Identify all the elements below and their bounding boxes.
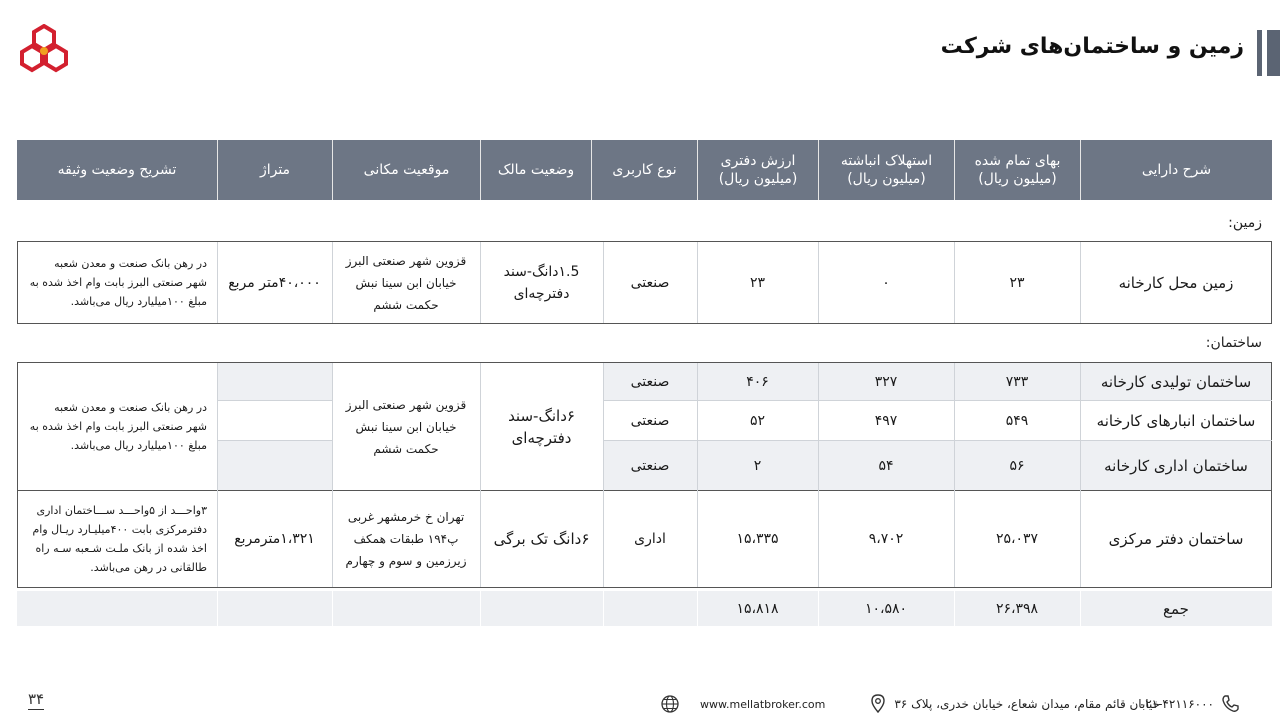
header-owner-status: وضعیت مالک [480,140,591,200]
table-header [17,140,1272,200]
header-area: متراژ [217,140,332,200]
hq-collateral: ۳واحـــد از ۵واحـــد ســـاختمان اداری دفترمرکزی بابت ۴۰۰میلیـارد ریـال وام اخذ شده از بانک ملـت شـعبه سـه راه طالقانی در رهن می‌باشد. [32,504,207,574]
land-depreciation: ۰ [882,274,890,291]
total-cost: ۲۶،۳۹۸ [995,600,1039,617]
factory-row-3-desc: ساختمان اداری کارخانه [1104,456,1248,475]
factory-row-2-usage: صنعتی [630,412,670,429]
total-depreciation: ۱۰،۵۸۰ [864,600,908,617]
factory-row-2-cost: ۵۴۹ [1005,412,1029,429]
total-label: جمع [1163,599,1189,618]
company-logo [20,24,68,76]
land-book-value: ۲۳ [749,274,766,291]
header-depreciation: استهلاک انباشته (میلیون ریال) [818,140,954,200]
header-collateral: تشریح وضعیت وثیقه [57,162,177,178]
factory-owner-status: ۶دانگ-سند دفترچه‌ای [508,406,575,447]
factory-collateral: در رهن بانک صنعت و معدن شعبه شهر صنعتی البرز بابت وام اخذ شده به مبلغ ۱۰۰میلیارد ریال می‌باشد. [29,401,207,452]
header-usage: نوع کاربری [591,140,697,200]
section-label-land: زمین: [1228,215,1262,231]
hq-desc: ساختمان دفتر مرکزی [1108,530,1244,548]
factory-location: قزوین شهر صنعتی البرز خیابان ابن سینا نبش حکمت ششم [345,397,467,456]
total-book-value: ۱۵،۸۱۸ [736,600,779,617]
section-label-building: ساختمان: [1205,335,1262,351]
factory-row-3-depreciation: ۵۴ [878,457,894,474]
land-owner-status: ۱.5دانگ-سند دفترچه‌ای [503,263,580,302]
factory-row-1-usage: صنعتی [630,373,670,390]
factory-row-3-cost: ۵۶ [1009,457,1025,474]
address-text: خیابان قائم مقام، میدان شعاع، خیابان خدری، پلاک ۳۶ [894,697,1160,711]
footer-address [868,690,1160,718]
hq-area: ۱،۳۲۱مترمربع [234,531,315,547]
factory-row-3-usage: صنعتی [630,457,670,474]
hq-usage: اداری [634,531,666,547]
land-location: قزوین شهر صنعتی البرز خیابان ابن سینا نبش حکمت ششم [345,253,467,312]
factory-row-2-desc: ساختمان انبارهای کارخانه [1096,411,1256,430]
factory-row-2-depreciation: ۴۹۷ [874,412,898,429]
header-asset-desc: شرح دارایی [1080,140,1272,200]
hq-cost: ۲۵،۰۳۷ [995,531,1039,547]
location-pin-icon [868,694,888,714]
land-desc: زمین محل کارخانه [1118,273,1234,292]
page-number: ۳۴ [28,690,45,708]
header-location: موقعیت مکانی [332,140,480,200]
title-accent-bar [1254,30,1280,76]
hq-depreciation: ۹،۷۰۲ [868,531,904,547]
header-book-value: ارزش دفتری (میلیون ریال) [697,140,818,200]
factory-row-3-book-value: ۲ [753,457,762,474]
footer-website[interactable] [660,690,825,718]
land-usage: صنعتی [630,274,670,291]
page-title: زمین و ساختمان‌های شرکت [940,34,1244,59]
factory-row-2-book-value: ۵۲ [749,412,766,429]
header-cost: بهای تمام شده (میلیون ریال) [954,140,1080,200]
factory-row-1-depreciation: ۳۲۷ [874,373,898,390]
land-cost: ۲۳ [1009,274,1025,291]
land-area: ۴۰،۰۰۰متر مربع [228,274,321,291]
factory-row-1-cost: ۷۳۳ [1005,373,1029,390]
globe-icon [660,694,680,714]
hq-book-value: ۱۵،۳۳۵ [736,531,779,547]
factory-row-1-desc: ساختمان تولیدی کارخانه [1100,372,1252,391]
phone-icon [1220,694,1240,714]
factory-row-1-book-value: ۴۰۶ [746,373,769,390]
hq-owner-status: ۶دانگ تک برگی [493,530,590,548]
land-collateral: در رهن بانک صنعت و معدن شعبه شهر صنعتی البرز بابت وام اخذ شده به مبلغ ۱۰۰میلیارد ریال می‌باشد. [29,257,207,308]
hq-location: تهران خ خرمشهر غربی پ۱۹۴ طبقات همکف زیرزمین و سوم و چهارم [345,510,467,568]
website-link[interactable]: www.mellatbroker.com [700,697,826,711]
phone-number: ۰۲۱-۴۲۱۱۶۰۰۰ [1138,697,1214,711]
